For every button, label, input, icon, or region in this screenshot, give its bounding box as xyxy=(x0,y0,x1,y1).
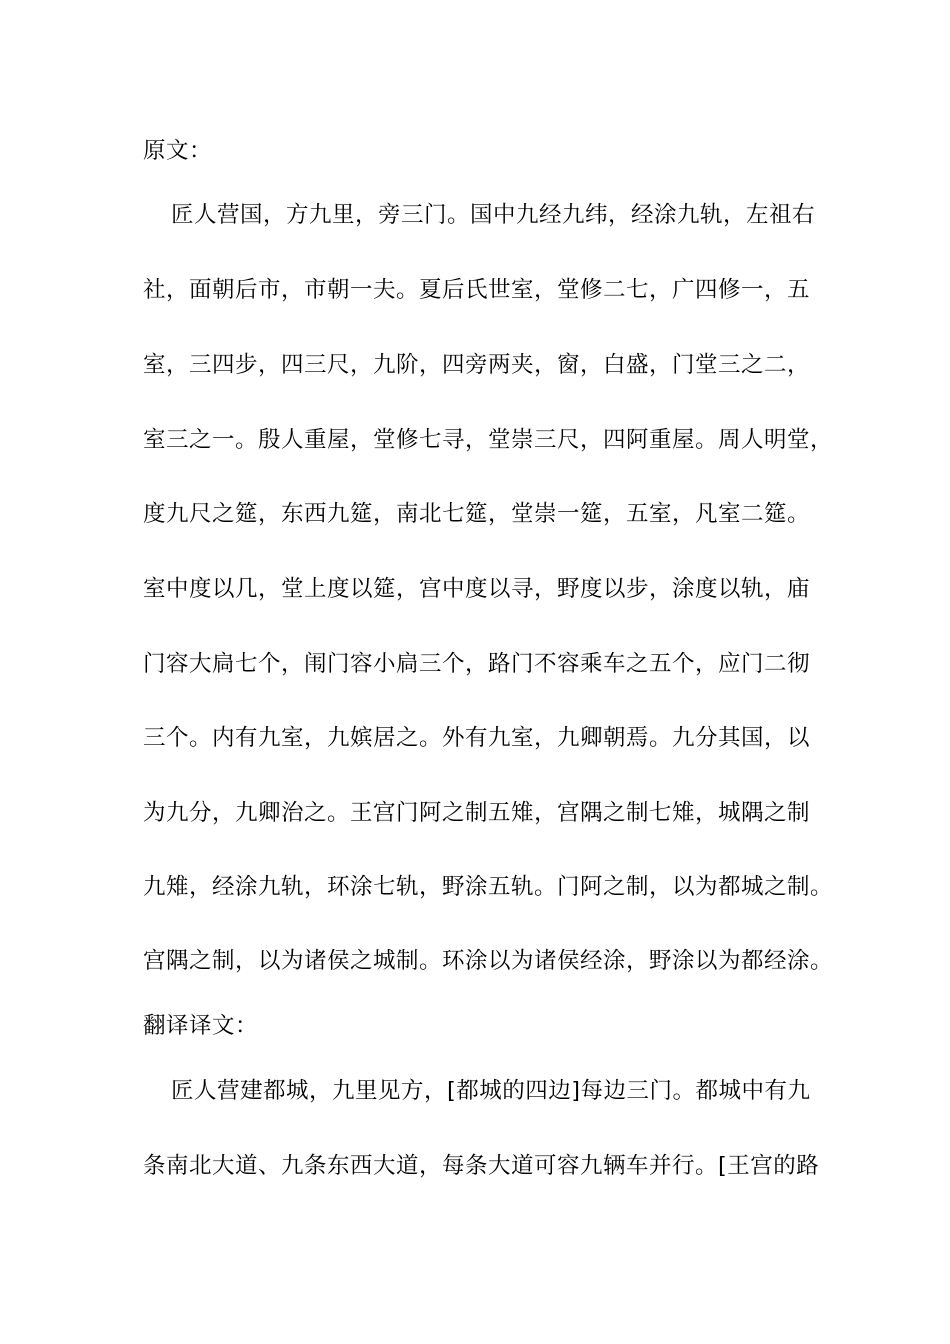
original-line-1: 匠人营国，方九里，旁三门。国中九经九纬，经涂九轨，左祖右 xyxy=(171,202,816,228)
original-line-3: 室，三四步，四三尺，九阶，四旁两夹，窗，白盛，门堂三之二， xyxy=(143,352,811,378)
translation-heading: 翻译译文： xyxy=(143,1013,259,1039)
original-line-9: 为九分，九卿治之。王宫门阿之制五雉，宫隅之制七雉，城隅之制 xyxy=(143,800,811,826)
translation-line-1: 匠人营建都城，九里见方，[都城的四边]每边三门。都城中有九 xyxy=(171,1078,811,1104)
original-line-6: 室中度以几，堂上度以筵，宫中度以寻，野度以步，涂度以轨，庙 xyxy=(143,576,811,602)
original-heading: 原文： xyxy=(143,138,213,164)
original-line-10: 九雉，经涂九轨，环涂七轨，野涂五轨。门阿之制，以为都城之制。 xyxy=(143,874,834,900)
original-line-7: 门容大扃七个，闱门容小扃三个，路门不容乘车之五个，应门二彻 xyxy=(143,651,811,677)
original-line-8: 三个。内有九室，九嫔居之。外有九室，九卿朝焉。九分其国，以 xyxy=(143,725,811,751)
original-line-11: 宫隅之制，以为诸侯之城制。环涂以为诸侯经涂，野涂以为都经涂。 xyxy=(143,948,834,974)
original-line-4: 室三之一。殷人重屋，堂修七寻，堂崇三尺，四阿重屋。周人明堂， xyxy=(143,427,834,453)
translation-line-2: 条南北大道、九条东西大道，每条大道可容九辆车并行。[王宫的路 xyxy=(143,1153,820,1179)
original-line-5: 度九尺之筵，东西九筵，南北七筵，堂崇一筵，五室，凡室二筵。 xyxy=(143,501,811,527)
original-line-2: 社，面朝后市，市朝一夫。夏后氏世室，堂修二七，广四修一，五 xyxy=(143,277,811,303)
